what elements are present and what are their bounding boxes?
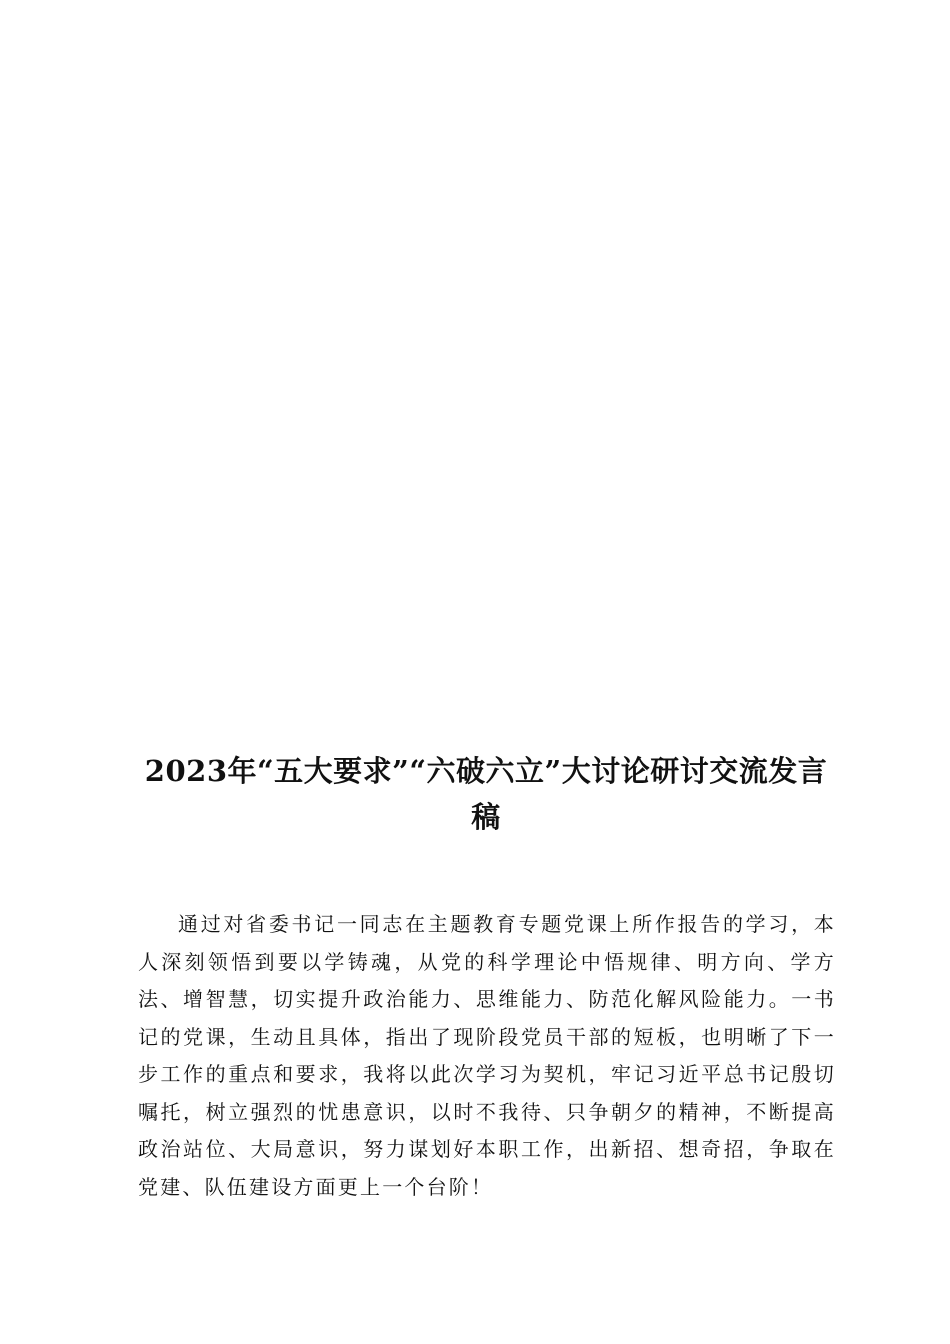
body-paragraph: 通过对省委书记一同志在主题教育专题党课上所作报告的学习，本人深刻领悟到要以学铸魂，从党的科学理论中悟规律、明方向、学方法、增智慧，切实提升政治能力、思维能力、防范化解风险能力。一书记的党课，生动且具体，指出了现阶段党员干部的短板，也明晰了下一步工作的重点和要求，我将以此次学习为契机，牢记习近平总书记殷切嘱托，树立强烈的忧患意识，以时不我待、只争朝夕的精神，不断提高政治站位、大局意识，努力谋划好本职工作，出新招、想奇招，争取在党建、队伍建设方面更上一个台阶！ bbox=[138, 912, 836, 1199]
title-line-2: 稿 bbox=[471, 800, 501, 834]
title-line-1: 2023年“五大要求”“六破六立”大讨论研讨交流发言 bbox=[144, 754, 828, 788]
document-title bbox=[136, 748, 836, 840]
